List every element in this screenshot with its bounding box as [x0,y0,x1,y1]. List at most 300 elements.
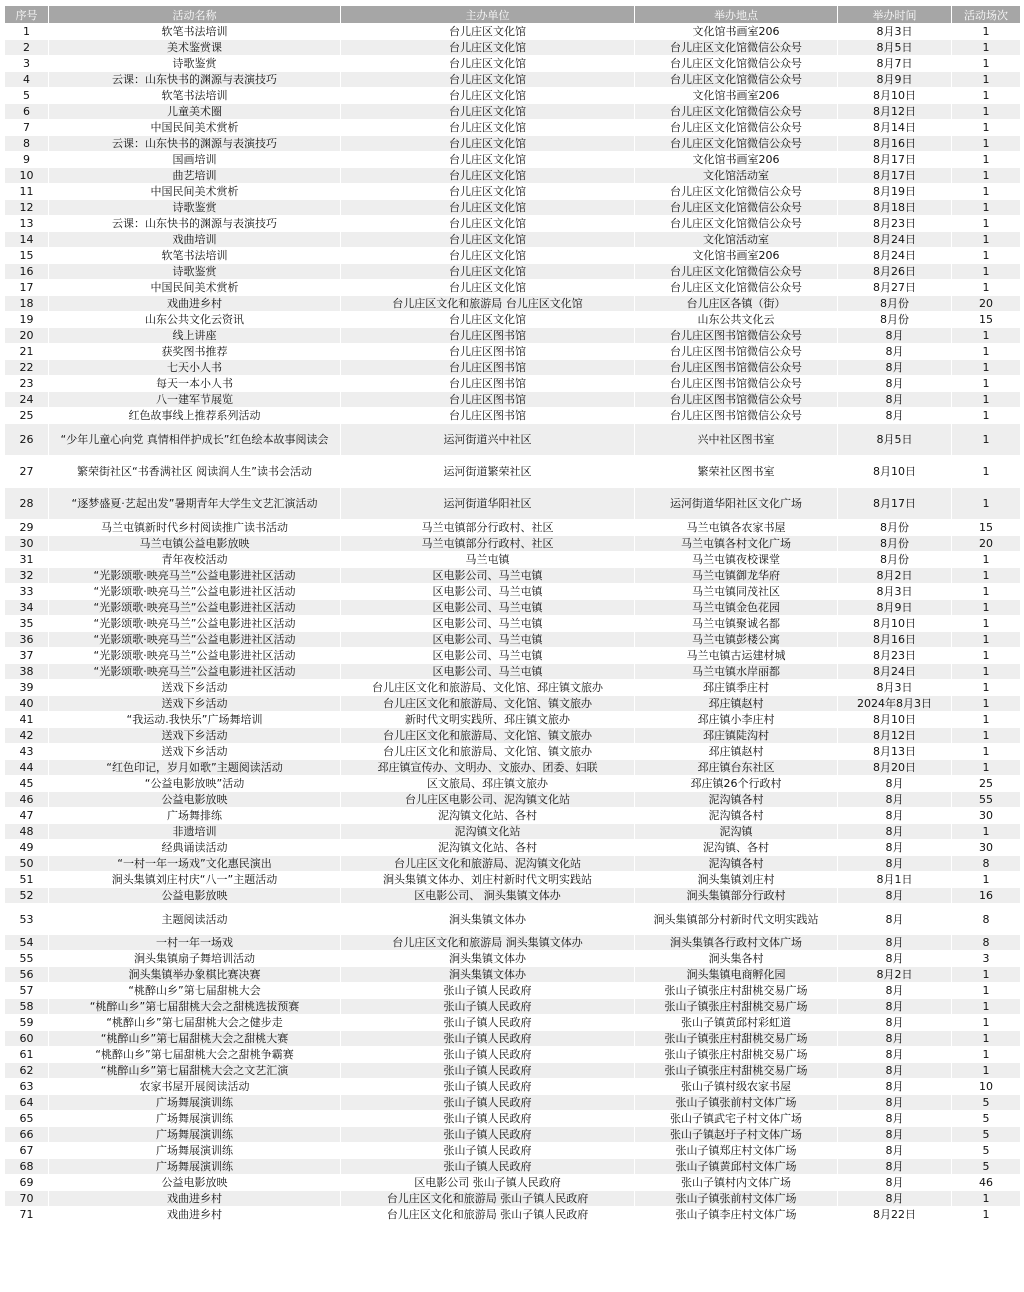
cell-venue: 文化馆书画室206 [635,152,838,168]
cell-venue: 邳庄镇赵村 [635,744,838,760]
cell-session-count: 15 [952,520,1021,536]
cell-organizer: 马兰屯镇 [341,552,635,568]
cell-activity-name: 涧头集镇举办象棋比赛决赛 [49,967,341,983]
cell-session-count: 1 [952,552,1021,568]
cell-activity-name: 农家书屋开展阅读活动 [49,1079,341,1095]
cell-venue: 台儿庄区图书馆微信公众号 [635,376,838,392]
cell-date: 8月 [838,1031,952,1047]
cell-date: 8月 [838,792,952,808]
cell-index: 18 [5,296,49,312]
cell-session-count: 1 [952,600,1021,616]
cell-organizer: 运河街道华阳社区 [341,488,635,520]
cell-venue: 台儿庄区文化馆微信公众号 [635,136,838,152]
cell-date: 8月12日 [838,728,952,744]
cell-session-count: 16 [952,888,1021,904]
cell-activity-name: 送戏下乡活动 [49,696,341,712]
cell-session-count: 1 [952,392,1021,408]
cell-activity-name: 七天小人书 [49,360,341,376]
cell-organizer: 区电影公司、马兰屯镇 [341,632,635,648]
cell-session-count: 8 [952,935,1021,951]
cell-index: 50 [5,856,49,872]
table-row [5,808,1021,824]
cell-activity-name: 戏曲培训 [49,232,341,248]
cell-date: 8月13日 [838,744,952,760]
cell-date: 8月 [838,776,952,792]
cell-venue: 涧头集镇各行政村文体广场 [635,935,838,951]
cell-date: 8月26日 [838,264,952,280]
cell-venue: 张山子镇黄邱村彩虹道 [635,1015,838,1031]
cell-venue: 运河街道华阳社区文化广场 [635,488,838,520]
cell-venue: 台儿庄区文化馆微信公众号 [635,184,838,200]
cell-venue: 台儿庄区文化馆微信公众号 [635,264,838,280]
table-row [5,312,1021,328]
cell-organizer: 台儿庄区文化馆 [341,264,635,280]
cell-venue: 文化馆书画室206 [635,88,838,104]
cell-organizer: 张山子镇人民政府 [341,999,635,1015]
cell-date: 8月 [838,1095,952,1111]
header-row [5,6,1021,24]
activity-table-container [4,5,1020,1223]
cell-organizer: 台儿庄区文化馆 [341,168,635,184]
cell-venue: 泥沟镇各村 [635,856,838,872]
table-row [5,792,1021,808]
cell-venue: 文化馆书画室206 [635,248,838,264]
cell-index: 61 [5,1047,49,1063]
cell-venue: 台儿庄区图书馆微信公众号 [635,408,838,424]
cell-date: 8月17日 [838,168,952,184]
cell-index: 65 [5,1111,49,1127]
cell-session-count: 1 [952,40,1021,56]
cell-organizer: 区电影公司、 涧头集镇文体办 [341,888,635,904]
cell-index: 66 [5,1127,49,1143]
cell-session-count: 1 [952,632,1021,648]
cell-session-count: 1 [952,424,1021,456]
cell-date: 8月 [838,904,952,935]
table-row [5,152,1021,168]
cell-organizer: 张山子镇人民政府 [341,1047,635,1063]
cell-session-count: 1 [952,616,1021,632]
cell-venue: 台儿庄区图书馆微信公众号 [635,344,838,360]
cell-index: 13 [5,216,49,232]
cell-date: 8月16日 [838,632,952,648]
cell-venue: 台儿庄区文化馆微信公众号 [635,72,838,88]
table-row [5,520,1021,536]
cell-activity-name: 广场舞展演训练 [49,1095,341,1111]
cell-session-count: 1 [952,56,1021,72]
cell-session-count: 1 [952,88,1021,104]
cell-session-count: 1 [952,1191,1021,1207]
table-row [5,104,1021,120]
cell-session-count: 15 [952,312,1021,328]
cell-index: 44 [5,760,49,776]
cell-index: 56 [5,967,49,983]
cell-activity-name: 山东公共文化云资讯 [49,312,341,328]
cell-organizer: 区电影公司、马兰屯镇 [341,584,635,600]
table-row [5,1191,1021,1207]
cell-session-count: 1 [952,456,1021,488]
cell-date: 8月 [838,935,952,951]
cell-index: 43 [5,744,49,760]
cell-date: 8月 [838,328,952,344]
cell-index: 40 [5,696,49,712]
cell-venue: 兴中社区图书室 [635,424,838,456]
cell-index: 17 [5,280,49,296]
cell-organizer: 张山子镇人民政府 [341,1095,635,1111]
cell-activity-name: 中国民间美术赏析 [49,280,341,296]
cell-session-count: 1 [952,72,1021,88]
cell-activity-name: 国画培训 [49,152,341,168]
cell-index: 68 [5,1159,49,1175]
cell-activity-name: 送戏下乡活动 [49,728,341,744]
cell-venue: 张山子镇村内文体广场 [635,1175,838,1191]
cell-organizer: 台儿庄区文化和旅游局 张山子镇人民政府 [341,1207,635,1223]
table-body [5,24,1021,1223]
header-venue: 举办地点 [635,6,838,24]
table-row [5,856,1021,872]
cell-index: 4 [5,72,49,88]
cell-activity-name: 广场舞展演训练 [49,1159,341,1175]
cell-index: 63 [5,1079,49,1095]
cell-organizer: 台儿庄区文化馆 [341,120,635,136]
cell-venue: 泥沟镇各村 [635,808,838,824]
cell-venue: 台儿庄区文化馆微信公众号 [635,200,838,216]
cell-activity-name: 软笔书法培训 [49,24,341,40]
cell-index: 49 [5,840,49,856]
cell-session-count: 1 [952,168,1021,184]
header-date: 举办时间 [838,6,952,24]
cell-session-count: 1 [952,376,1021,392]
cell-date: 8月9日 [838,600,952,616]
table-row [5,712,1021,728]
cell-date: 8月 [838,808,952,824]
cell-session-count: 1 [952,1047,1021,1063]
cell-activity-name: 广场舞展演训练 [49,1111,341,1127]
cell-session-count: 1 [952,216,1021,232]
table-row [5,1143,1021,1159]
table-row [5,72,1021,88]
table-row [5,872,1021,888]
cell-date: 8月3日 [838,680,952,696]
cell-venue: 山东公共文化云 [635,312,838,328]
cell-date: 8月24日 [838,248,952,264]
cell-date: 8月24日 [838,664,952,680]
cell-session-count: 1 [952,760,1021,776]
cell-session-count: 1 [952,664,1021,680]
table-row [5,280,1021,296]
cell-venue: 台儿庄区文化馆微信公众号 [635,216,838,232]
cell-session-count: 5 [952,1159,1021,1175]
cell-date: 8月 [838,824,952,840]
cell-index: 1 [5,24,49,40]
cell-activity-name: “一村一年一场戏”文化惠民演出 [49,856,341,872]
table-row [5,360,1021,376]
cell-session-count: 1 [952,680,1021,696]
cell-activity-name: 云课：山东快书的渊源与表演技巧 [49,136,341,152]
cell-session-count: 1 [952,248,1021,264]
table-row [5,264,1021,280]
cell-date: 8月9日 [838,72,952,88]
table-row [5,1063,1021,1079]
cell-organizer: 涧头集镇文体办 [341,951,635,967]
cell-session-count: 5 [952,1111,1021,1127]
cell-activity-name: “光影颂歌·映亮马兰”公益电影进社区活动 [49,616,341,632]
table-row [5,696,1021,712]
cell-index: 19 [5,312,49,328]
cell-session-count: 1 [952,648,1021,664]
cell-date: 8月22日 [838,1207,952,1223]
cell-index: 27 [5,456,49,488]
cell-session-count: 25 [952,776,1021,792]
cell-organizer: 台儿庄区图书馆 [341,408,635,424]
cell-activity-name: “光影颂歌·映亮马兰”公益电影进社区活动 [49,568,341,584]
cell-session-count: 1 [952,712,1021,728]
cell-organizer: 台儿庄区图书馆 [341,328,635,344]
cell-venue: 繁荣社区图书室 [635,456,838,488]
cell-organizer: 台儿庄区电影公司、泥沟镇文化站 [341,792,635,808]
cell-index: 26 [5,424,49,456]
cell-date: 8月2日 [838,967,952,983]
table-row [5,664,1021,680]
cell-index: 16 [5,264,49,280]
table-row [5,632,1021,648]
cell-date: 8月 [838,856,952,872]
cell-organizer: 台儿庄区文化馆 [341,248,635,264]
table-row [5,744,1021,760]
cell-date: 8月 [838,888,952,904]
cell-session-count: 1 [952,104,1021,120]
cell-index: 55 [5,951,49,967]
cell-date: 8月19日 [838,184,952,200]
table-row [5,584,1021,600]
cell-venue: 张山子镇张庄村甜桃交易广场 [635,1031,838,1047]
cell-venue: 马兰屯镇同茂社区 [635,584,838,600]
cell-activity-name: 广场舞展演训练 [49,1127,341,1143]
cell-activity-name: 红色故事线上推荐系列活动 [49,408,341,424]
cell-index: 10 [5,168,49,184]
cell-organizer: 张山子镇人民政府 [341,1079,635,1095]
cell-venue: 马兰屯镇各农家书屋 [635,520,838,536]
cell-organizer: 台儿庄区文化馆 [341,152,635,168]
cell-date: 8月3日 [838,584,952,600]
cell-session-count: 1 [952,280,1021,296]
cell-organizer: 台儿庄区文化馆 [341,88,635,104]
cell-venue: 涧头集镇刘庄村 [635,872,838,888]
cell-index: 37 [5,648,49,664]
table-row [5,616,1021,632]
cell-activity-name: “光影颂歌·映亮马兰”公益电影进社区活动 [49,664,341,680]
cell-index: 25 [5,408,49,424]
cell-date: 8月5日 [838,40,952,56]
cell-venue: 张山子镇张庄村甜桃交易广场 [635,1047,838,1063]
cell-venue: 台儿庄区图书馆微信公众号 [635,360,838,376]
table-row [5,888,1021,904]
cell-date: 8月 [838,999,952,1015]
cell-session-count: 8 [952,856,1021,872]
cell-venue: 张山子镇赵圩子村文体广场 [635,1127,838,1143]
cell-index: 22 [5,360,49,376]
cell-activity-name: 戏曲进乡村 [49,1191,341,1207]
cell-activity-name: “桃醉山乡”第七届甜桃大会之甜桃选拔预赛 [49,999,341,1015]
table-row [5,1015,1021,1031]
cell-index: 70 [5,1191,49,1207]
cell-index: 31 [5,552,49,568]
table-row [5,216,1021,232]
cell-organizer: 泥沟镇文化站、各村 [341,840,635,856]
cell-date: 8月10日 [838,456,952,488]
cell-venue: 马兰屯镇夜校课堂 [635,552,838,568]
cell-session-count: 1 [952,744,1021,760]
activity-table [4,5,1021,1223]
cell-organizer: 涧头集镇文体办 [341,904,635,935]
cell-activity-name: 云课：山东快书的渊源与表演技巧 [49,216,341,232]
table-row [5,120,1021,136]
cell-organizer: 台儿庄区文化和旅游局 涧头集镇文体办 [341,935,635,951]
cell-activity-name: 马兰屯镇公益电影放映 [49,536,341,552]
table-row [5,1111,1021,1127]
cell-venue: 张山子镇郑庄村文体广场 [635,1143,838,1159]
cell-index: 67 [5,1143,49,1159]
table-row [5,760,1021,776]
cell-activity-name: 公益电影放映 [49,1175,341,1191]
cell-venue: 张山子镇李庄村文体广场 [635,1207,838,1223]
cell-activity-name: 诗歌鉴赏 [49,264,341,280]
cell-venue: 张山子镇张前村文体广场 [635,1095,838,1111]
cell-venue: 泥沟镇 [635,824,838,840]
cell-session-count: 20 [952,536,1021,552]
cell-date: 8月20日 [838,760,952,776]
cell-index: 46 [5,792,49,808]
cell-index: 35 [5,616,49,632]
cell-venue: 张山子镇村级农家书屋 [635,1079,838,1095]
cell-date: 8月17日 [838,488,952,520]
cell-activity-name: 马兰屯镇新时代乡村阅读推广读书活动 [49,520,341,536]
cell-date: 8月 [838,1111,952,1127]
cell-index: 47 [5,808,49,824]
table-row [5,536,1021,552]
header-index: 序号 [5,6,49,24]
cell-index: 45 [5,776,49,792]
cell-index: 7 [5,120,49,136]
cell-session-count: 5 [952,1143,1021,1159]
table-row [5,232,1021,248]
cell-index: 20 [5,328,49,344]
cell-index: 71 [5,1207,49,1223]
table-row [5,392,1021,408]
cell-organizer: 台儿庄区文化馆 [341,312,635,328]
cell-venue: 马兰屯镇金色花园 [635,600,838,616]
cell-organizer: 马兰屯镇部分行政村、社区 [341,520,635,536]
table-row [5,184,1021,200]
cell-date: 8月1日 [838,872,952,888]
cell-session-count: 30 [952,840,1021,856]
cell-venue: 邳庄镇小李庄村 [635,712,838,728]
cell-index: 28 [5,488,49,520]
cell-session-count: 20 [952,296,1021,312]
cell-venue: 马兰屯镇古运建材城 [635,648,838,664]
cell-venue: 台儿庄区文化馆微信公众号 [635,40,838,56]
cell-organizer: 邳庄镇宣传办、文明办、文旅办、团委、妇联 [341,760,635,776]
cell-venue: 台儿庄区图书馆微信公众号 [635,392,838,408]
cell-date: 2024年8月3日 [838,696,952,712]
cell-date: 8月18日 [838,200,952,216]
table-row [5,983,1021,999]
cell-date: 8月 [838,1191,952,1207]
cell-index: 11 [5,184,49,200]
cell-activity-name: 儿童美术圈 [49,104,341,120]
cell-activity-name: 非遗培训 [49,824,341,840]
cell-date: 8月 [838,392,952,408]
cell-organizer: 张山子镇人民政府 [341,1143,635,1159]
cell-session-count: 1 [952,328,1021,344]
cell-index: 21 [5,344,49,360]
cell-venue: 邳庄镇台东社区 [635,760,838,776]
cell-venue: 张山子镇张前村文体广场 [635,1191,838,1207]
cell-index: 62 [5,1063,49,1079]
cell-session-count: 1 [952,488,1021,520]
cell-index: 29 [5,520,49,536]
table-row [5,408,1021,424]
cell-organizer: 台儿庄区文化和旅游局、文化馆、邳庄镇文旅办 [341,680,635,696]
cell-organizer: 区电影公司 张山子镇人民政府 [341,1175,635,1191]
cell-index: 6 [5,104,49,120]
cell-session-count: 1 [952,1063,1021,1079]
cell-index: 30 [5,536,49,552]
cell-organizer: 区电影公司、马兰屯镇 [341,568,635,584]
cell-venue: 台儿庄区图书馆微信公众号 [635,328,838,344]
cell-index: 41 [5,712,49,728]
cell-organizer: 台儿庄区文化和旅游局、泥沟镇文化站 [341,856,635,872]
cell-venue: 台儿庄区文化馆微信公众号 [635,104,838,120]
cell-organizer: 台儿庄区文化和旅游局、文化馆、镇文旅办 [341,696,635,712]
cell-organizer: 台儿庄区图书馆 [341,392,635,408]
cell-date: 8月 [838,840,952,856]
cell-venue: 马兰屯镇御龙华府 [635,568,838,584]
cell-venue: 涧头集镇电商孵化园 [635,967,838,983]
cell-organizer: 台儿庄区文化和旅游局、文化馆、镇文旅办 [341,728,635,744]
cell-activity-name: 主题阅读活动 [49,904,341,935]
cell-date: 8月12日 [838,104,952,120]
table-row [5,1127,1021,1143]
cell-organizer: 台儿庄区文化馆 [341,40,635,56]
cell-index: 34 [5,600,49,616]
cell-venue: 邳庄镇赵村 [635,696,838,712]
cell-organizer: 台儿庄区文化馆 [341,56,635,72]
cell-session-count: 1 [952,872,1021,888]
cell-activity-name: 获奖图书推荐 [49,344,341,360]
cell-session-count: 1 [952,24,1021,40]
cell-activity-name: 软笔书法培训 [49,248,341,264]
cell-activity-name: 涧头集镇刘庄村庆“八一”主题活动 [49,872,341,888]
cell-activity-name: 广场舞展演训练 [49,1143,341,1159]
cell-session-count: 8 [952,904,1021,935]
cell-venue: 台儿庄区文化馆微信公众号 [635,56,838,72]
cell-venue: 文化馆书画室206 [635,24,838,40]
cell-organizer: 台儿庄区图书馆 [341,344,635,360]
cell-session-count: 1 [952,200,1021,216]
cell-date: 8月17日 [838,152,952,168]
cell-activity-name: “桃醉山乡”第七届甜桃大会之文艺汇演 [49,1063,341,1079]
cell-index: 9 [5,152,49,168]
table-row [5,999,1021,1015]
cell-session-count: 1 [952,264,1021,280]
cell-index: 15 [5,248,49,264]
table-row [5,935,1021,951]
table-row [5,648,1021,664]
cell-activity-name: 涧头集镇扇子舞培训活动 [49,951,341,967]
cell-organizer: 新时代文明实践所、邳庄镇文旅办 [341,712,635,728]
cell-date: 8月24日 [838,232,952,248]
cell-organizer: 区电影公司、马兰屯镇 [341,600,635,616]
